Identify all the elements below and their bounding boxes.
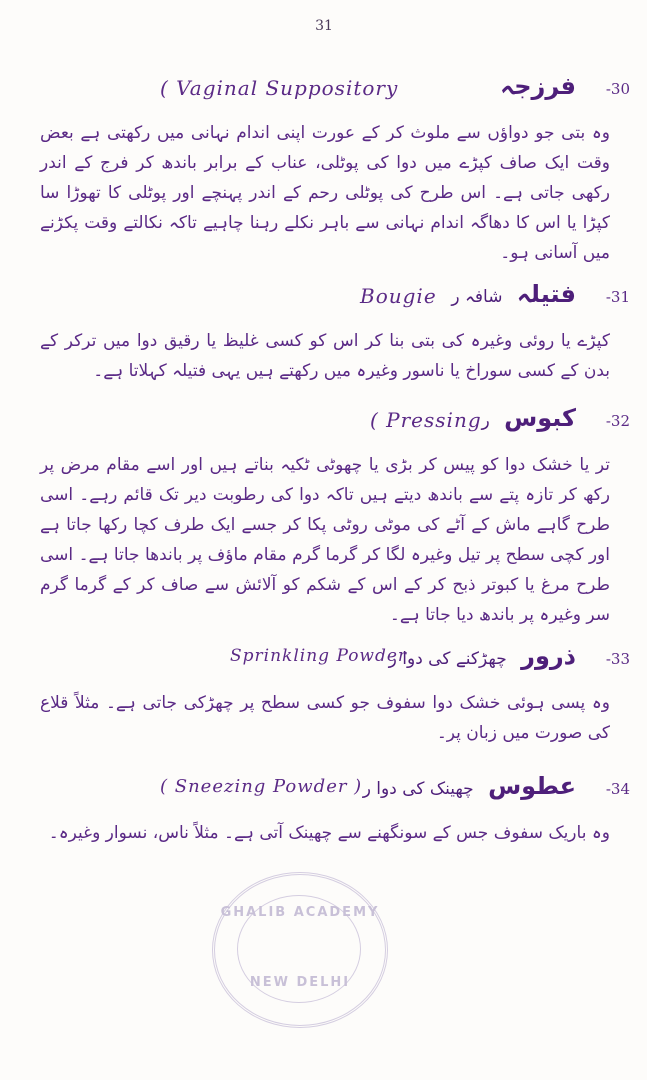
entry-urdu-subtitle: چھینک کی دوا ر — [362, 779, 474, 799]
entry-body: وہ پسی ہوئی خشک دوا سفوف جو کسی سطح پر چھڑکی جاتی ہے۔ مثلاً قلاع کی صورت میں زبان پر۔ — [40, 693, 610, 743]
entry-body: وہ باریک سفوف جس کے سونگھنے سے چھینک آتی ہے۔ مثلاً ناس، نسوار وغیرہ۔ — [48, 823, 610, 843]
entry-urdu-title-main: عطوس — [488, 772, 576, 800]
entry-32 — [40, 402, 630, 630]
entry-urdu-title: فرزجہ — [500, 72, 576, 100]
stamp-top-text: GHALIB ACADEMY — [220, 905, 380, 920]
entry-body: کپڑے یا روئی وغیرہ کی بتی بنا کر اس کو کسی غلیظ یا رقیق دوا میں ترکر کے بدن کے کسی سوراخ یا ناسور وغیرہ میں رکھتے ہیں یہی فتیلہ کہلاتا ہے۔ — [40, 331, 610, 381]
entry-heading — [40, 402, 630, 446]
entry-english-term: ( Vaginal Suppository — [160, 76, 399, 100]
entry-number: -30 — [605, 80, 630, 98]
entry-31 — [40, 278, 630, 386]
entry-english-term: Sprinkling Powder — [230, 646, 408, 666]
entry-number: -32 — [605, 412, 630, 430]
entry-urdu-title-main: کبوس — [504, 404, 576, 432]
entry-urdu-subtitle: ر — [481, 411, 490, 431]
stamp-bottom-text: NEW DELHI — [249, 975, 351, 990]
entry-english-term: ( Sneezing Powder ) — [160, 776, 363, 797]
entry-urdu-subtitle: شافہ ر — [451, 287, 503, 307]
entry-heading — [40, 640, 630, 684]
entry-number: -31 — [605, 288, 630, 306]
entry-30 — [40, 70, 630, 268]
entry-urdu-title-main: ذرور — [521, 642, 576, 670]
entry-urdu-subtitle: چھڑکنے کی دوا ر — [388, 649, 507, 669]
entry-english-term: ( Pressing — [370, 408, 482, 432]
entry-english-term: Bougie — [360, 284, 437, 308]
library-stamp — [212, 872, 388, 1028]
entry-urdu-title — [389, 642, 576, 670]
page-number: 31 — [315, 18, 333, 34]
entry-urdu-title-main: فتیلہ — [516, 280, 576, 308]
entry-34 — [40, 770, 630, 848]
entry-heading — [40, 770, 630, 814]
entry-urdu-title — [482, 404, 577, 432]
entry-heading — [40, 70, 630, 114]
entry-urdu-title — [451, 280, 576, 308]
entry-number: -33 — [605, 650, 630, 668]
entry-heading — [40, 278, 630, 322]
entry-33 — [40, 640, 630, 748]
entry-body: وہ بتی جو دواؤں سے ملوث کر کے عورت اپنی اندام نہانی میں رکھتی ہے بعض وقت ایک صاف کپڑے میں دوا کی پوٹلی، عناب کے برابر باندھ کر فرج کے اندر رکھی جاتی ہے۔ اس طرح کی پوٹلی رحم کے اندر پہنچے اور پوٹلی کا تھوڑا سا کپڑا یا اس کا دھاگہ اندام نہانی سے باہر نکلے رہنا چاہیے تاکہ نکالتے وقت پکڑنے میں آسانی ہو۔ — [40, 123, 610, 263]
entry-number: -34 — [605, 780, 630, 798]
entry-body: تر یا خشک دوا کو پیس کر بڑی یا چھوٹی ٹکیہ بناتے ہیں اور اسے مقام مرض پر رکھ کر تازہ پتے سے باندھ دیتے ہیں تاکہ دوا کی رطوبت دیر تک قائم رہے۔ اسی طرح گاہے ماش کے آٹے کی موٹی روٹی پکا کر جسے ایک طرف کچا رکھا جاتا ہے اور کچی سطح پر تیل وغیرہ لگا کر گرما گرم مقام ماؤف پر باندھا جاتا ہے۔ اسی طرح مرغ یا کبوتر ذبح کر کے اس کے شکم کو آلائش سے صاف کر کے گرما گرم سر وغیرہ پر باندھ دیا جاتا ہے۔ — [40, 455, 610, 625]
entry-urdu-title — [363, 772, 576, 800]
